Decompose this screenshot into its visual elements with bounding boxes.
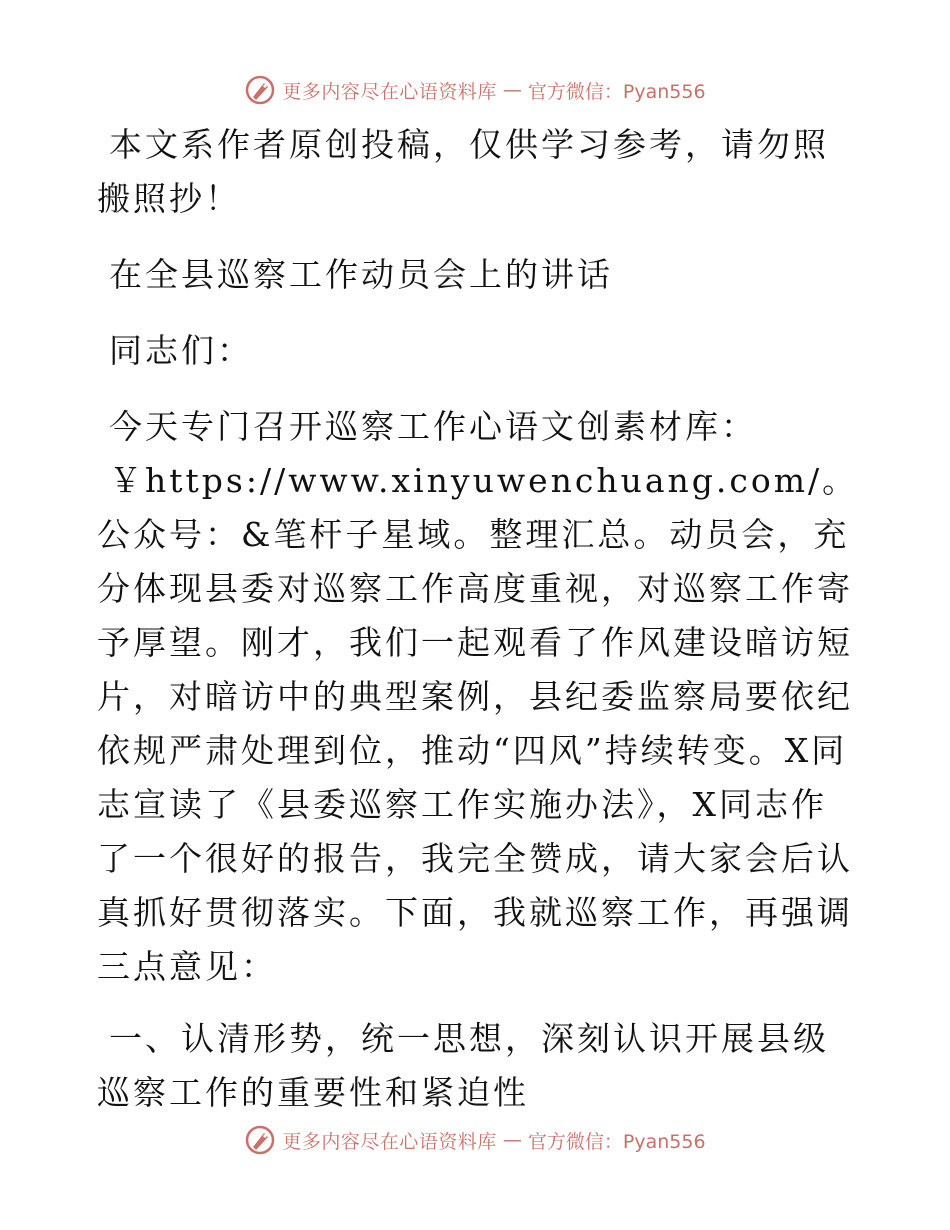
watermark-dash: —	[502, 1129, 522, 1151]
watermark-wechat: 官方微信：Pyan556	[527, 80, 706, 103]
salutation: 同志们：	[109, 331, 253, 370]
section-heading-1: 一、认清形势，统一思想，深刻认识开展县级巡察工作的重要性和紧迫性	[97, 1019, 829, 1112]
document-body	[97, 118, 857, 1142]
watermark-brand: 更多内容尽在心语资料库	[282, 80, 497, 103]
opening-paragraph-lead: 今天专门召开巡察工作心语文创素材库：	[109, 407, 757, 446]
watermark-brand: 更多内容尽在心语资料库	[282, 1130, 497, 1153]
watermark-wechat: 官方微信：Pyan556	[527, 1130, 706, 1153]
speech-title: 在全县巡察工作动员会上的讲话	[109, 255, 613, 294]
watermark-header	[0, 70, 950, 110]
pen-nib-circle-icon	[244, 74, 276, 106]
copyright-notice: 本文系作者原创投稿，仅供学习参考，请勿照搬照抄！	[97, 125, 829, 218]
opening-paragraph	[97, 400, 857, 994]
watermark-dash: —	[502, 79, 522, 101]
pen-nib-circle-icon	[244, 1124, 276, 1156]
watermark-footer	[0, 1120, 950, 1160]
opening-paragraph-body: ￥https://www.xinyuwenchuang.com/。公众号：&笔杆子星域。整理汇总。动员会，充分体现县委对巡察工作高度重视，对巡察工作寄予厚望。刚才，我们一起观看了作风建设暗访短片，对暗访中的典型案例，县纪委监察局要依纪依规严肃处理到位，推动“四风”持续转变。X同志宣读了《县委巡察工作实施办法》，X同志作了一个很好的报告，我完全赞成，请大家会后认真抓好贯彻落实。下面，我就巡察工作，再强调三点意见：	[97, 461, 859, 986]
